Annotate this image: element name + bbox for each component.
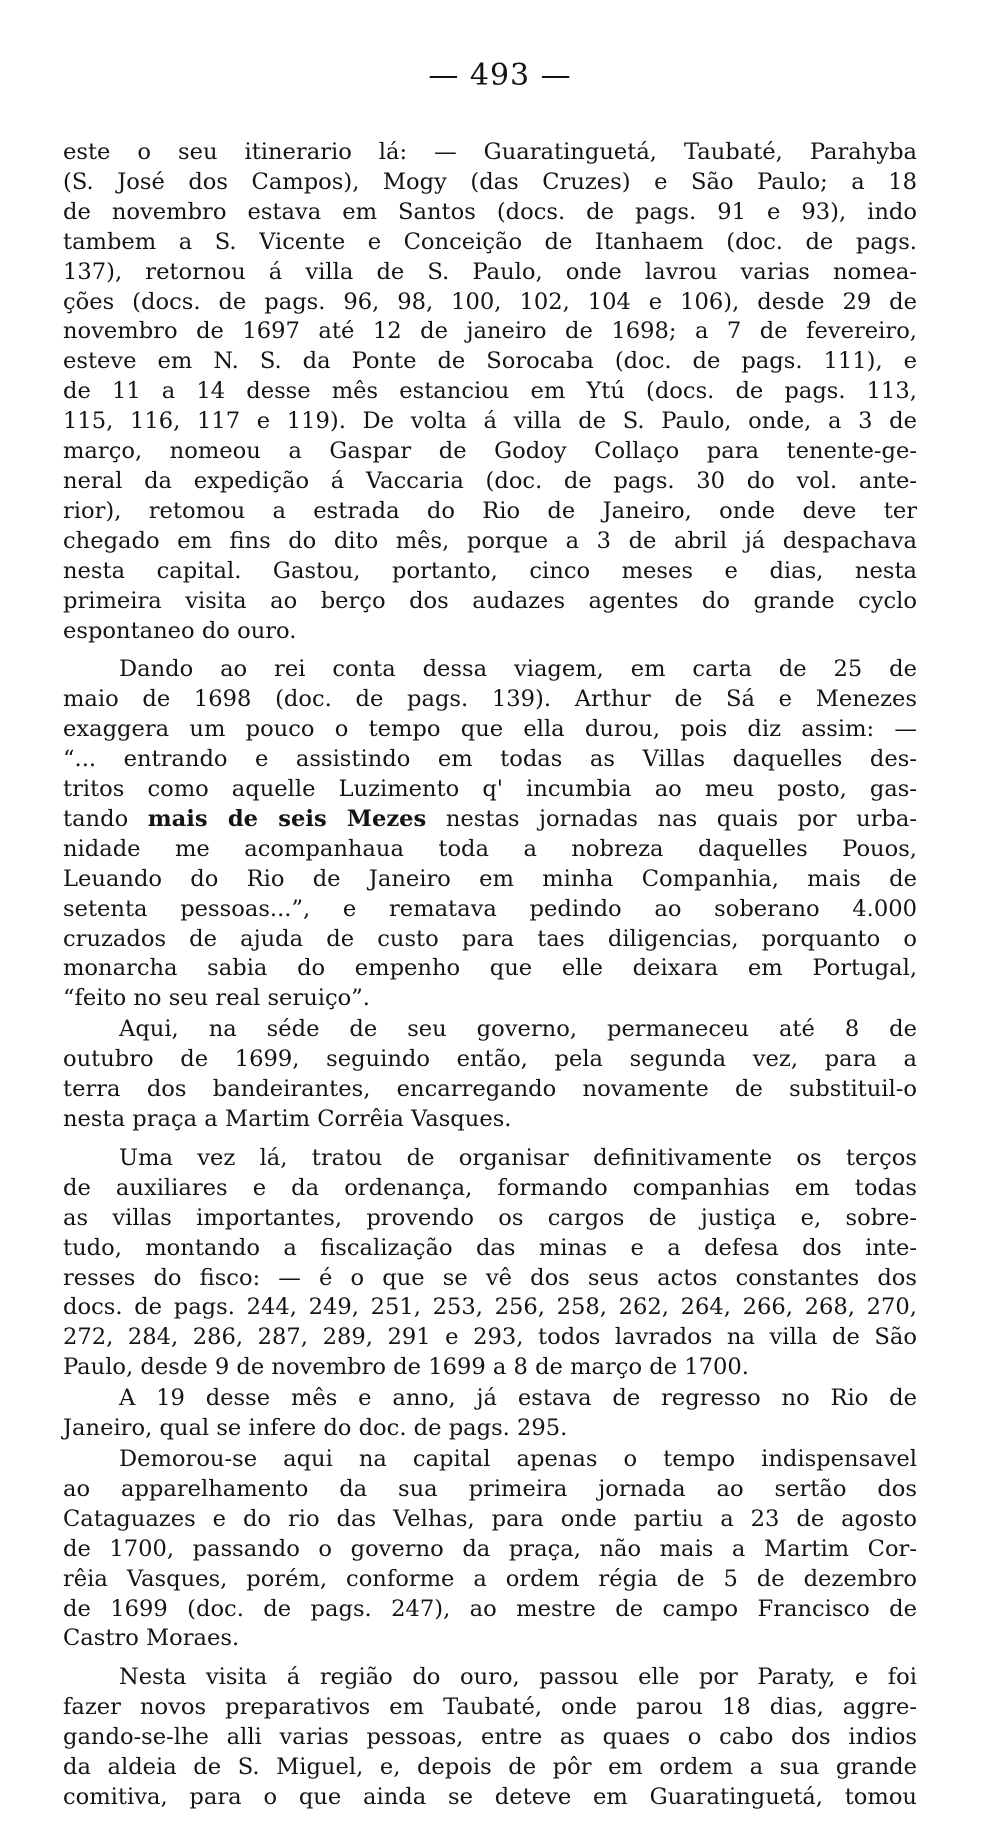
paragraph [63, 1144, 917, 1383]
text-line: tambem a S. Vicente e Conceição de Itanhaem (doc. de pags. [63, 228, 917, 255]
body-text [63, 138, 917, 1813]
text-line: Demorou-se aqui na capital apenas o tempo indispensavel [119, 1445, 917, 1472]
text-line: Aqui, na séde de seu governo, permaneceu até 8 de [119, 1016, 917, 1043]
text-line: primeira visita ao berço dos audazes agentes do grande cyclo [63, 587, 917, 614]
text-line: Dando ao rei conta dessa viagem, em carta de 25 de [119, 656, 917, 683]
text-line: da aldeia de S. Miguel, e, depois de pôr em ordem a sua grande [63, 1754, 917, 1781]
text-line: Paulo, desde 9 de novembro de 1699 a 8 de março de 1700. [63, 1354, 749, 1381]
text-line: fazer novos preparativos em Taubaté, onde parou 18 dias, aggre- [63, 1694, 917, 1721]
text-line: 115, 116, 117 e 119). De volta á villa de S. Paulo, onde, a 3 de [63, 408, 917, 435]
text-line: tudo, montando a fiscalização das minas e a defesa dos inte- [63, 1234, 917, 1261]
text-line: março, nomeou a Gaspar de Godoy Collaço para tenente-ge- [63, 438, 917, 465]
text-line: de 1700, passando o governo da praça, não mais a Martim Cor- [63, 1535, 917, 1562]
text-line: Nesta visita á região do ouro, passou elle por Paraty, e foi [119, 1664, 917, 1691]
text-line: neral da expedição á Vaccaria (doc. de pags. 30 do vol. ante- [63, 467, 917, 494]
text-line: de 11 a 14 desse mês estanciou em Ytú (docs. de pags. 113, [63, 378, 917, 405]
text-line: de 1699 (doc. de pags. 247), ao mestre de campo Francisco de [63, 1595, 917, 1622]
text-line: tando mais de seis Mezes nestas jornadas nas quais por urba- [63, 805, 918, 832]
text-line: docs. de pags. 244, 249, 251, 253, 256, 258, 262, 264, 266, 268, 270, [63, 1294, 917, 1321]
text-line: terra dos bandeirantes, encarregando novamente de substituil-o [63, 1076, 917, 1103]
text-line: de auxiliares e da ordenança, formando companhias em todas [63, 1174, 917, 1201]
text-line: nesta praça a Martim Corrêia Vasques. [63, 1106, 512, 1132]
text-line: resses do fisco: — é o que se vê dos seus actos constantes dos [63, 1264, 917, 1291]
text-line: A 19 desse mês e anno, já estava de regresso no Rio de [119, 1385, 917, 1412]
paragraph [63, 1015, 917, 1135]
text-line: gando-se-lhe alli varias pessoas, entre as quaes o cabo dos indios [63, 1724, 917, 1751]
text-line: as villas importantes, provendo os cargos de justiça e, sobre- [63, 1204, 917, 1231]
text-line: este o seu itinerario lá: — Guaratinguetá, Taubaté, Parahyba [63, 139, 917, 165]
text-line: esteve em N. S. da Ponte de Sorocaba (doc. de pags. 111), e [63, 348, 917, 375]
text-line: comitiva, para o que ainda se deteve em Guaratinguetá, tomou [63, 1783, 917, 1810]
text-line: nidade me acompanhaua toda a nobreza daquelles Pouos, [63, 835, 917, 862]
text-line: novembro de 1697 até 12 de janeiro de 1698; a 7 de fevereiro, [63, 318, 917, 345]
text-line: setenta pessoas...”, e rematava pedindo ao soberano 4.000 [63, 895, 917, 922]
text-line: rêia Vasques, porém, conforme a ordem régia de 5 de dezembro [63, 1565, 917, 1592]
text-line: de novembro estava em Santos (docs. de pags. 91 e 93), indo [63, 198, 917, 225]
text-line: outubro de 1699, seguindo então, pela segunda vez, para a [63, 1046, 917, 1073]
text-line: rior), retomou a estrada do Rio de Janeiro, onde deve ter [63, 497, 917, 524]
text-line: Cataguazes e do rio das Velhas, para onde partiu a 23 de agosto [63, 1505, 917, 1532]
paragraph [63, 655, 917, 1014]
text-line: chegado em fins do dito mês, porque a 3 de abril já despachava [63, 527, 917, 554]
text-line: Uma vez lá, tratou de organisar definitivamente os terços [119, 1144, 917, 1171]
text-line: Janeiro, qual se infere do doc. de pags. 295. [63, 1415, 568, 1442]
paragraph [63, 1663, 917, 1813]
text-line: cruzados de ajuda de custo para taes diligencias, porquanto o [63, 925, 917, 952]
paragraph [63, 1445, 917, 1654]
text-line: monarcha sabia do empenho que elle deixara em Portugal, [63, 955, 917, 982]
text-line: espontaneo do ouro. [63, 617, 297, 644]
text-line: “feito no seu real seruiço”. [63, 985, 370, 1012]
text-line: 272, 284, 286, 287, 289, 291 e 293, todos lavrados na villa de São [63, 1324, 917, 1351]
text-line: ções (docs. de pags. 96, 98, 100, 102, 104 e 106), desde 29 de [63, 288, 917, 315]
text-line: nesta capital. Gastou, portanto, cinco meses e dias, nesta [63, 557, 917, 584]
page-number: — 493 — [428, 58, 572, 93]
paragraph [63, 138, 917, 646]
text-line: exaggera um pouco o tempo que ella durou, pois diz assim: — [63, 716, 917, 743]
text-line: Leuando do Rio de Janeiro em minha Companhia, mais de [63, 865, 917, 892]
text-line: ao apparelhamento da sua primeira jornada ao sertão dos [63, 1475, 917, 1502]
text-line: Castro Moraes. [63, 1625, 240, 1652]
text-line: maio de 1698 (doc. de pags. 139). Arthur de Sá e Menezes [63, 686, 917, 713]
text-line: “... entrando e assistindo em todas as Villas daquelles des- [63, 746, 917, 773]
text-line: (S. José dos Campos), Mogy (das Cruzes) e São Paulo; a 18 [63, 168, 917, 195]
text-line: tritos como aquelle Luzimento q' incumbia ao meu posto, gas- [63, 776, 917, 803]
emphasis-text: mais de seis Mezes [147, 805, 427, 832]
text-line: 137), retornou á villa de S. Paulo, onde lavrou varias nomea- [63, 258, 917, 285]
paragraph [63, 1384, 917, 1444]
